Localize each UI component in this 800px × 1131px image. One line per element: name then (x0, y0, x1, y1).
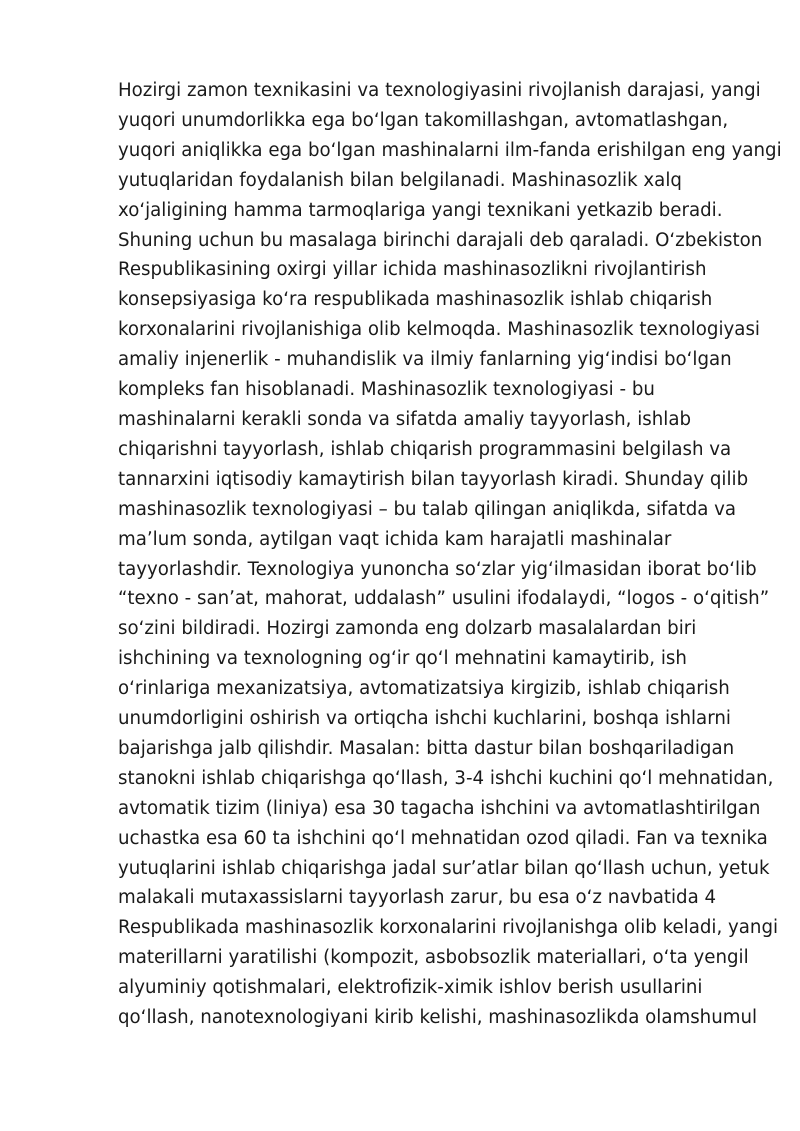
text-line: malakali mutaxassislarni tayyorlash zarur, bu esa oʻz navbatida 4 (118, 887, 717, 909)
text-line: tannarxini iqtisodiy kamaytirish bilan tayyorlash kiradi. Shunday qilib (118, 468, 749, 490)
text-line: yutuqlaridan foydalanish bilan belgilanadi. Mashinasozlik xalq (118, 169, 682, 191)
text-line: oʻrinlariga mexanizatsiya, avtomatizatsiya kirgizib, ishlab chiqarish (118, 678, 730, 700)
text-line: tayyorlashdir. Texnologiya yunoncha soʻzlar yigʻilmasidan iborat boʻlib (118, 558, 757, 580)
text-line: xoʻjaligining hamma tarmoqlariga yangi texnikani yetkazib beradi. (118, 199, 723, 221)
text-line: korxonalarini rivojlanishiga olib kelmoqda. Mashinasozlik texnologiyasi (118, 319, 760, 341)
text-line: Respublikada mashinasozlik korxonalarini rivojlanishga olib keladi, yangi (118, 917, 779, 939)
text-line: yuqori unumdorlikka ega boʻlgan takomillashgan, avtomatlashgan, (118, 109, 729, 131)
text-line: qoʻllash, nanotexnologiyani kirib kelishi, mashinasozlikda olamshumul (118, 1007, 758, 1029)
text-line: yutuqlarini ishlab chiqarishga jadal surʼatlar bilan qoʻllash uchun, yetuk (118, 857, 770, 879)
text-line: Respublikasining oxirgi yillar ichida mashinasozlikni rivojlantirish (118, 259, 707, 281)
text-line: maʼlum sonda, aytilgan vaqt ichida kam harajatli mashinalar (118, 528, 672, 550)
body-paragraph (118, 76, 782, 1033)
text-line: mashinasozlik texnologiyasi – bu talab qilingan aniqlikda, sifatda va (118, 498, 737, 520)
text-line: uchastka esa 60 ta ishchini qoʻl mehnatidan ozod qiladi. Fan va texnika (118, 827, 768, 849)
text-line: materillarni yaratilishi (kompozit, asbobsozlik materiallari, oʻta yengil (118, 947, 749, 969)
text-line: unumdorligini oshirish va ortiqcha ishchi kuchlarini, boshqa ishlarni (118, 708, 731, 730)
text-line: alyuminiy qotishmalari, elektrofizik-ximik ishlov berish usullarini (118, 977, 703, 999)
text-line: chiqarishni tayyorlash, ishlab chiqarish programmasini belgilash va (118, 438, 732, 460)
text-line: yuqori aniqlikka ega boʻlgan mashinalarni ilm-fanda erishilgan eng yangi (118, 139, 782, 161)
text-line: “texno - sanʼat, mahorat, uddalash” usulini ifodalaydi, “logos - oʻqitish” (118, 588, 770, 610)
text-line: Hozirgi zamon texnikasini va texnologiyasini rivojlanish darajasi, yangi (118, 80, 761, 101)
text-line: soʻzini bildiradi. Hozirgi zamonda eng dolzarb masalalardan biri (118, 618, 697, 640)
text-line: Shuning uchun bu masalaga birinchi darajali deb qaraladi. Oʻzbekiston (118, 229, 763, 251)
text-line: bajarishga jalb qilishdir. Masalan: bitta dastur bilan boshqariladigan (118, 737, 735, 759)
text-line: kompleks fan hisoblanadi. Mashinasozlik texnologiyasi - bu (118, 379, 655, 401)
text-line: amaliy injenerlik - muhandislik va ilmiy fanlarning yigʻindisi boʻlgan (118, 349, 732, 371)
text-line: stanokni ishlab chiqarishga qoʻllash, 3-4 ishchi kuchini qoʻl mehnatidan, (118, 767, 774, 789)
text-line: avtomatik tizim (liniya) esa 30 tagacha ishchini va avtomatlashtirilgan (118, 797, 761, 819)
text-line: mashinalarni kerakli sonda va sifatda amaliy tayyorlash, ishlab (118, 408, 692, 430)
text-line: konsepsiyasiga koʻra respublikada mashinasozlik ishlab chiqarish (118, 289, 713, 311)
text-line: ishchining va texnologning ogʻir qoʻl mehnatini kamaytirib, ish (118, 648, 687, 670)
